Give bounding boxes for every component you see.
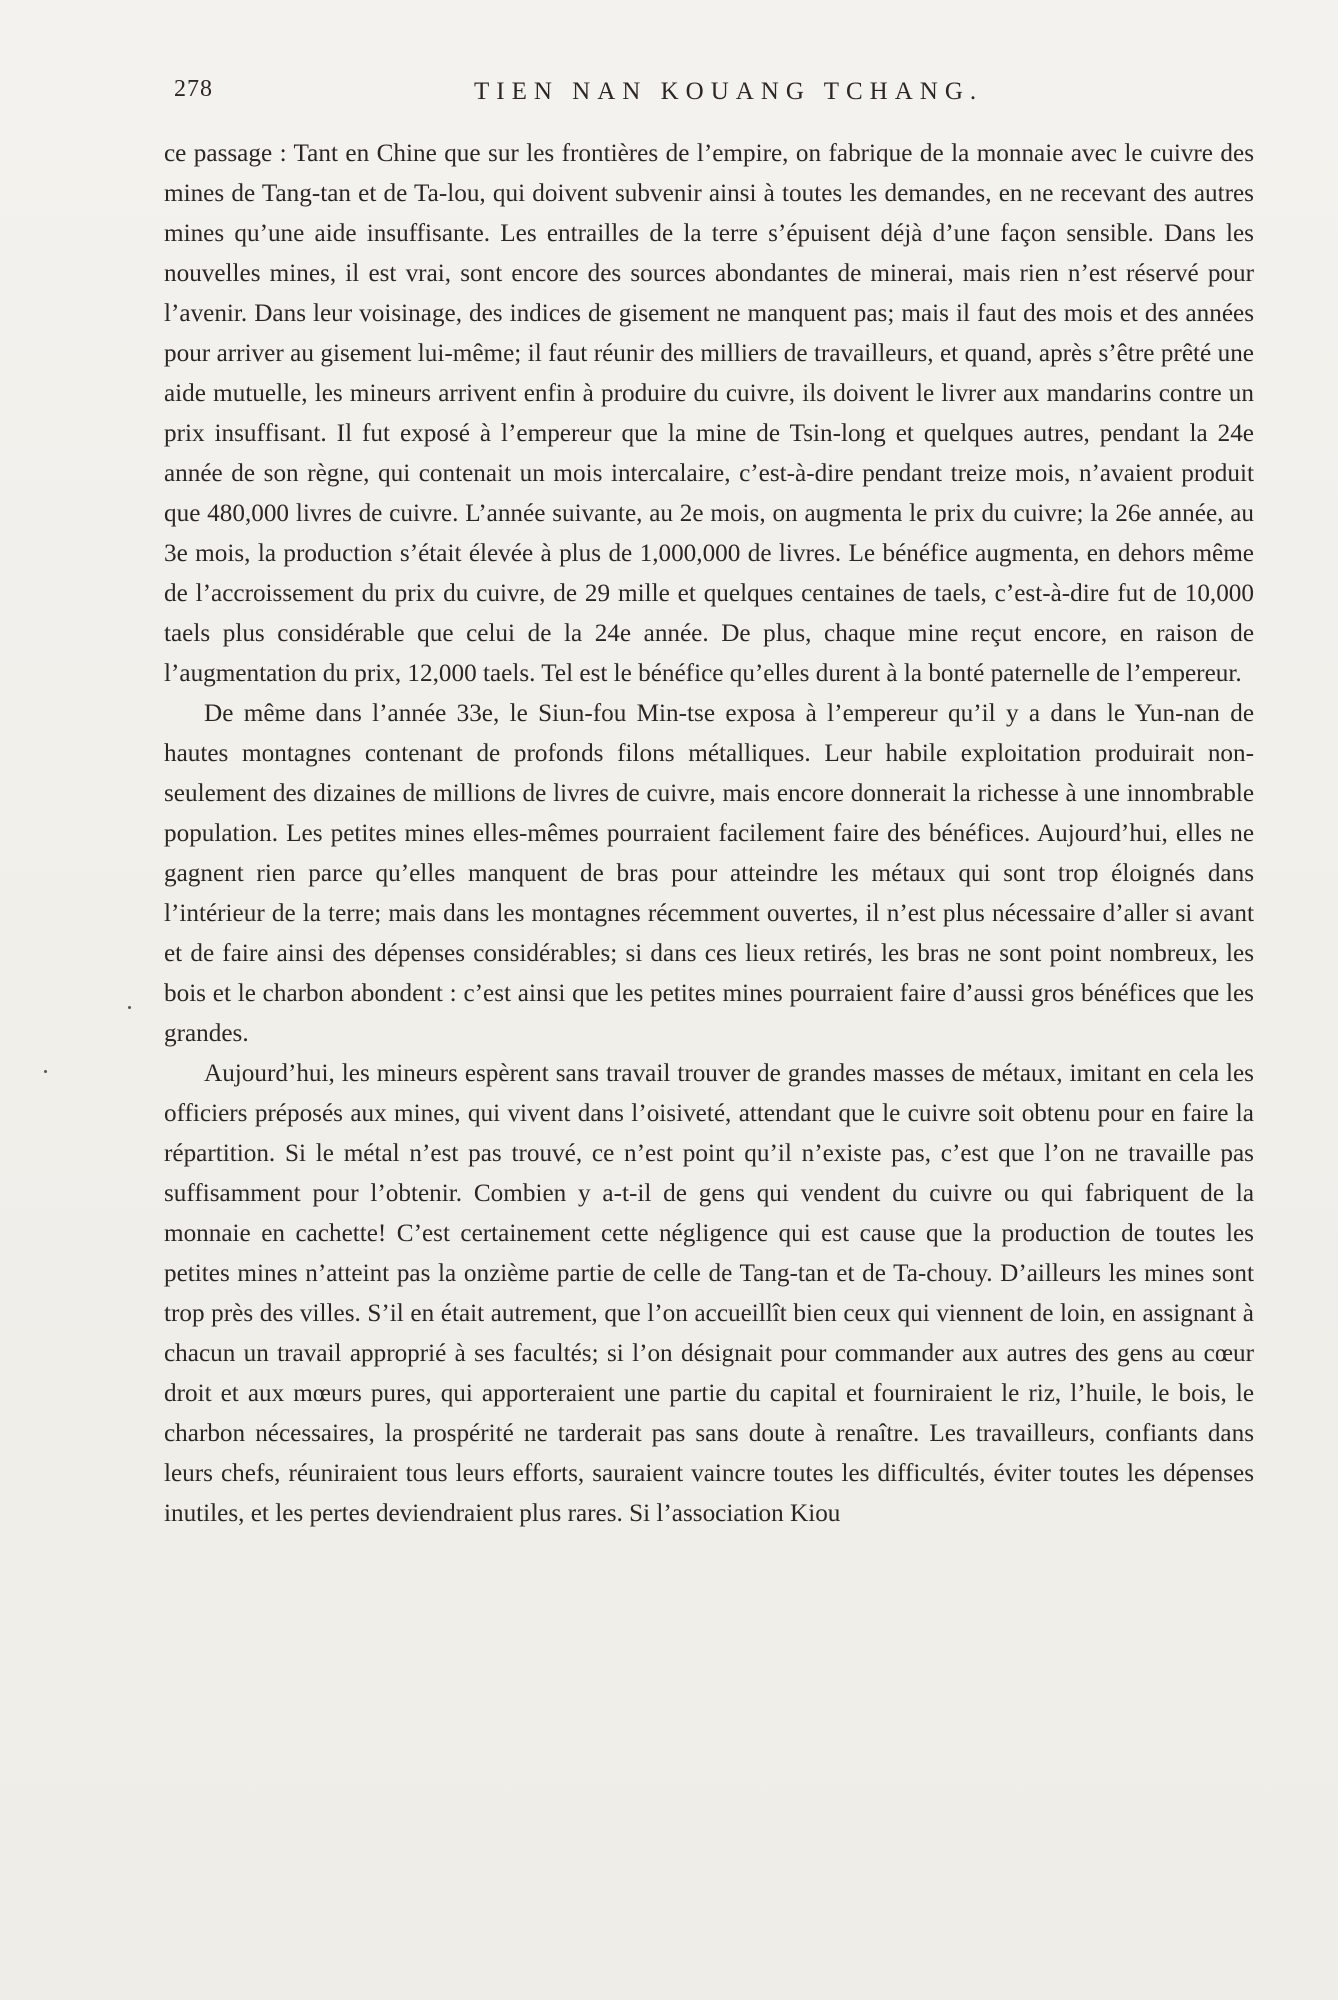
paragraph-2: De même dans l’année 33e, le Siun-fou Min-tse exposa à l’empereur qu’il y a dans le Yun-nan de hautes montagnes contenant de profonds filons métalliques. Leur habile exploitation produirait non-seulement des dizaines de millions de livres de cuivre, mais encore donnerait la richesse à une innombrable population. Les petites mines elles-mêmes pourraient facilement faire des bénéfices. Aujourd’hui, elles ne gagnent rien parce qu’elles manquent de bras pour atteindre les métaux qui sont trop éloignés dans l’intérieur de la terre; mais dans les montagnes récemment ouvertes, il n’est plus nécessaire d’aller si avant et de faire ainsi des dépenses considérables; si dans ces lieux retirés, les bras ne sont point nombreux, les bois et le charbon abondent : c’est ainsi que les petites mines pourraient faire d’aussi gros bénéfices que les grandes. xyxy=(164,700,1254,1047)
margin-speck xyxy=(128,1006,131,1009)
page-number: 278 xyxy=(174,76,213,102)
margin-speck xyxy=(44,1070,47,1073)
running-head: TIEN NAN KOUANG TCHANG. xyxy=(474,78,984,105)
paragraph-1: ce passage : Tant en Chine que sur les frontières de l’empire, on fabrique de la monnaie avec le cuivre des mines de Tang-tan et de Ta-lou, qui doivent subvenir ainsi à toutes les demandes, en ne recevant des autres mines qu’une aide insuffisante. Les entrailles de la terre s’épuisent déjà d’une façon sensible. Dans les nouvelles mines, il est vrai, sont encore des sources abondantes de minerai, mais rien n’est réservé pour l’avenir. Dans leur voisinage, des indices de gisement ne manquent pas; mais il faut des mois et des années pour arriver au gisement lui-même; il faut réunir des milliers de travailleurs, et quand, après s’être prêté une aide mutuelle, les mineurs arrivent enfin à produire du cuivre, ils doivent le livrer aux mandarins contre un prix insuffisant. Il fut exposé à l’empereur que la mine de Tsin-long et quelques autres, pendant la 24e année de son règne, qui contenait un mois intercalaire, c’est-à-dire pendant treize mois, n’avaient produit que 480,000 livres de cuivre. L’année suivante, au 2e mois, on augmenta le prix du cuivre; la 26e année, au 3e mois, la production s’était élevée à plus de 1,000,000 de livres. Le bénéfice augmenta, en dehors même de l’accroissement du prix du cuivre, de 29 mille et quelques centaines de taels, c’est-à-dire fut de 10,000 taels plus considérable que celui de la 24e année. De plus, chaque mine reçut encore, en raison de l’augmentation du prix, 12,000 taels. Tel est le bénéfice qu’elles durent à la bonté paternelle de l’empereur. xyxy=(164,140,1254,687)
body-text xyxy=(164,134,1254,1534)
page-header xyxy=(174,76,1254,116)
paragraph-3: Aujourd’hui, les mineurs espèrent sans travail trouver de grandes masses de métaux, imitant en cela les officiers préposés aux mines, qui vivent dans l’oisiveté, attendant que le cuivre soit obtenu pour en faire la répartition. Si le métal n’est pas trouvé, ce n’est point qu’il n’existe pas, c’est que l’on ne travaille pas suffisamment pour l’obtenir. Combien y a-t-il de gens qui vendent du cuivre ou qui fabriquent de la monnaie en cachette! C’est certainement cette négligence qui est cause que la production de toutes les petites mines n’atteint pas la onzième partie de celle de Tang-tan et de Ta-chouy. D’ailleurs les mines sont trop près des villes. S’il en était autrement, que l’on accueillît bien ceux qui viennent de loin, en assignant à chacun un travail approprié à ses facultés; si l’on désignait pour commander aux autres des gens au cœur droit et aux mœurs pures, qui apporteraient une partie du capital et fourniraient le riz, l’huile, le bois, le charbon nécessaires, la prospérité ne tarderait pas sans doute à renaître. Les travailleurs, confiants dans leurs chefs, réuniraient tous leurs efforts, sauraient vaincre toutes les difficultés, éviter toutes les dépenses inutiles, et les pertes deviendraient plus rares. Si l’association Kiou xyxy=(164,1060,1254,1527)
